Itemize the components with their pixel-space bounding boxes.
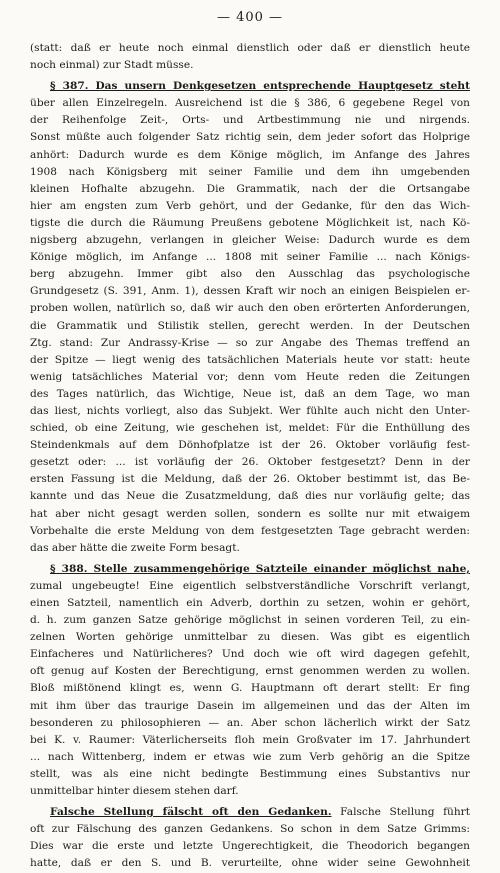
text-line: Sonst müßte auch folgender Satz richtig sein, dem jeder sofort das Holprige	[30, 131, 470, 144]
text-line: stellt, was als eine nicht bedingte Bestimmung eines Substantivs nur	[30, 767, 470, 780]
text-line: tigste die durch die Räumung Preußens gebotene Möglichkeit ist, nach Kö-	[30, 216, 470, 229]
section-heading: § 387. Das unsern Denkgesetzen entsprechende Hauptgesetz steht	[50, 80, 470, 93]
text-line: Ztg. stand: Zur Andrassy-Krise — so zur Angabe des Themas treffend an	[30, 336, 470, 349]
text-line: besonderen zu philosophieren — an. Aber schon lächerlich wirkt der Satz	[30, 716, 470, 729]
text-line: Einfacheres und Natürlicheres? Und doch wie oft wird dagegen gefehlt,	[30, 648, 470, 661]
text-line: des Tages natürlich, das Wichtige, Neue ist, daß an dem Tage, wo man	[30, 387, 470, 400]
text-line: hatte, daß er den S. und B. verurteilte, ohne wider seine Gewohnheit	[30, 857, 470, 870]
page-number: — 400 —	[216, 10, 284, 25]
text-line: das liest, nichts vorliegt, also das Subjekt. Wer fühlte auch nicht den Unter-	[30, 404, 470, 417]
text-line: bei K. v. Raumer: Väterlicherseits floh mein Großvater im 17. Jahrhundert	[30, 733, 470, 746]
text-line: hat aber nicht gesagt werden sollen, sondern es sollte nur mit etwaigem	[30, 507, 470, 520]
text-line: der Reihenfolge Zeit-, Orts- und Artbestimmung nie und nirgends.	[30, 114, 470, 127]
text-line: (statt: daß er heute noch einmal dienstlich oder daß er dienstlich heute	[30, 42, 470, 54]
paragraph-continuation	[30, 40, 470, 74]
text-line: unmittelbar hinter diesem stehen darf.	[30, 785, 239, 798]
text-line: nigsberg abzugehn, verlangen in gleicher Weise: Dadurch wurde es dem	[30, 234, 470, 247]
text-line: Dies war die erste und letzte Ungerechtigkeit, die Theodorich begangen	[30, 840, 470, 853]
text-line: proben wollen, natürlich so, daß wir auch den oben erörterten Anforderungen,	[30, 302, 470, 315]
text-line: das aber hätte die zweite Form besagt.	[30, 541, 240, 554]
text-line: Könige möglich, im Anfange ... 1808 mit seiner Familie ... nach Königs-	[30, 251, 470, 264]
text-line: schied, ob eine Zeitung, wie geschehen ist, meldet: Für die Enthüllung des	[30, 422, 470, 435]
section-heading: § 388. Stelle zusammengehörige Satzteile einander möglichst nahe,	[50, 562, 470, 575]
text-line: kannte und das Neue die Zusatzmeldung, daß dies nur vorläufig gelte; das	[30, 490, 470, 503]
text-line: zumal ungebeugte! Eine eigentlich selbstverständliche Vorschrift verlangt,	[30, 579, 470, 592]
text-line: 1908 nach Königsberg mit seiner Familie und dem ihn umgebenden	[30, 165, 470, 178]
text-line: gesetzt oder: ... ist vorläufig der 26. Oktober festgesetzt? Denn in der	[30, 456, 470, 469]
text-line: der Spitze — liegt wenig des tatsächlichen Materials heute vor statt: heute	[30, 353, 470, 366]
section-heading-line	[30, 78, 470, 95]
text-line: ... nach Wittenberg, indem er etwas wie zum Verb gehörig an die Spitze	[30, 750, 470, 763]
text-line: anhört: Dadurch wurde es dem Könige möglich, im Anfange des Jahres	[30, 148, 470, 161]
text-line: zelnen Worten gehörige unmittelbar zu diesen. Was gibt es eigentlich	[30, 631, 470, 644]
text-line: Grundgesetz (S. 391, Anm. 1), dessen Kraft wir noch an einigen Beispielen er-	[30, 285, 470, 298]
text-line: wenig tatsächliches Material vor; denn vom Heute reden die Zeitungen	[30, 370, 470, 383]
page-text	[30, 40, 470, 873]
section-387	[30, 78, 470, 557]
text-line: berg abzugehn. Immer gibt also den Ausschlag das psychologische	[30, 268, 470, 281]
text-line: hier am engsten zum Verb gehört, und der Gedanke, für den das Wich-	[30, 199, 470, 212]
text-line: Vorbehalte die erste Meldung von dem festgesetzten Tage gebracht werden:	[30, 524, 470, 537]
text-line: über allen Einzelregeln. Ausreichend ist die § 386, 6 gegebene Regel von	[30, 97, 470, 110]
section-false-placement	[30, 804, 470, 872]
section-heading: Falsche Stellung fälscht oft den Gedanken.	[50, 806, 332, 819]
text-line: oft zur Fälschung des ganzen Gedankens. So schon in dem Satze Grimms:	[30, 823, 470, 836]
text-line: Steindenkmals auf dem Dönhofplatze ist der 26. Oktober vorläufig fest-	[30, 439, 470, 452]
text-line: oft genug auf Kosten der Berechtigung, ernst genommen werden zu wollen.	[30, 665, 470, 678]
text-line: die Grammatik und Stilistik stellen, gerecht werden. In der Deutschen	[30, 319, 470, 332]
section-heading-line: Falsche Stellung fälscht oft den Gedanken. Falsche Stellung führt	[50, 806, 470, 819]
text-line: einen Satzteil, namentlich ein Adverb, dorthin zu setzen, wohin er gehört,	[30, 597, 470, 609]
text-line: mit ihm über das traurige Dasein im allgemeinen und das der Alten im	[30, 699, 470, 712]
section-388	[30, 561, 470, 800]
text-line: ersten Fassung ist die Meldung, daß der 26. Oktober bestimmt ist, das Be-	[30, 473, 470, 486]
text-line: Bloß mißtönend klingt es, wenn G. Hauptmann oft derart stellt: Er fing	[30, 682, 470, 695]
section-heading-line	[30, 561, 470, 578]
text-line: noch einmal) zur Stadt müsse.	[30, 59, 194, 72]
text-line: d. h. zum ganzen Satze gehörige möglichst in seinen vorderen Teil, zu ein-	[30, 614, 470, 627]
text-line: kleinen Hofhalte abzugehn. Die Grammatik, nach der die Ortsangabe	[30, 182, 470, 195]
